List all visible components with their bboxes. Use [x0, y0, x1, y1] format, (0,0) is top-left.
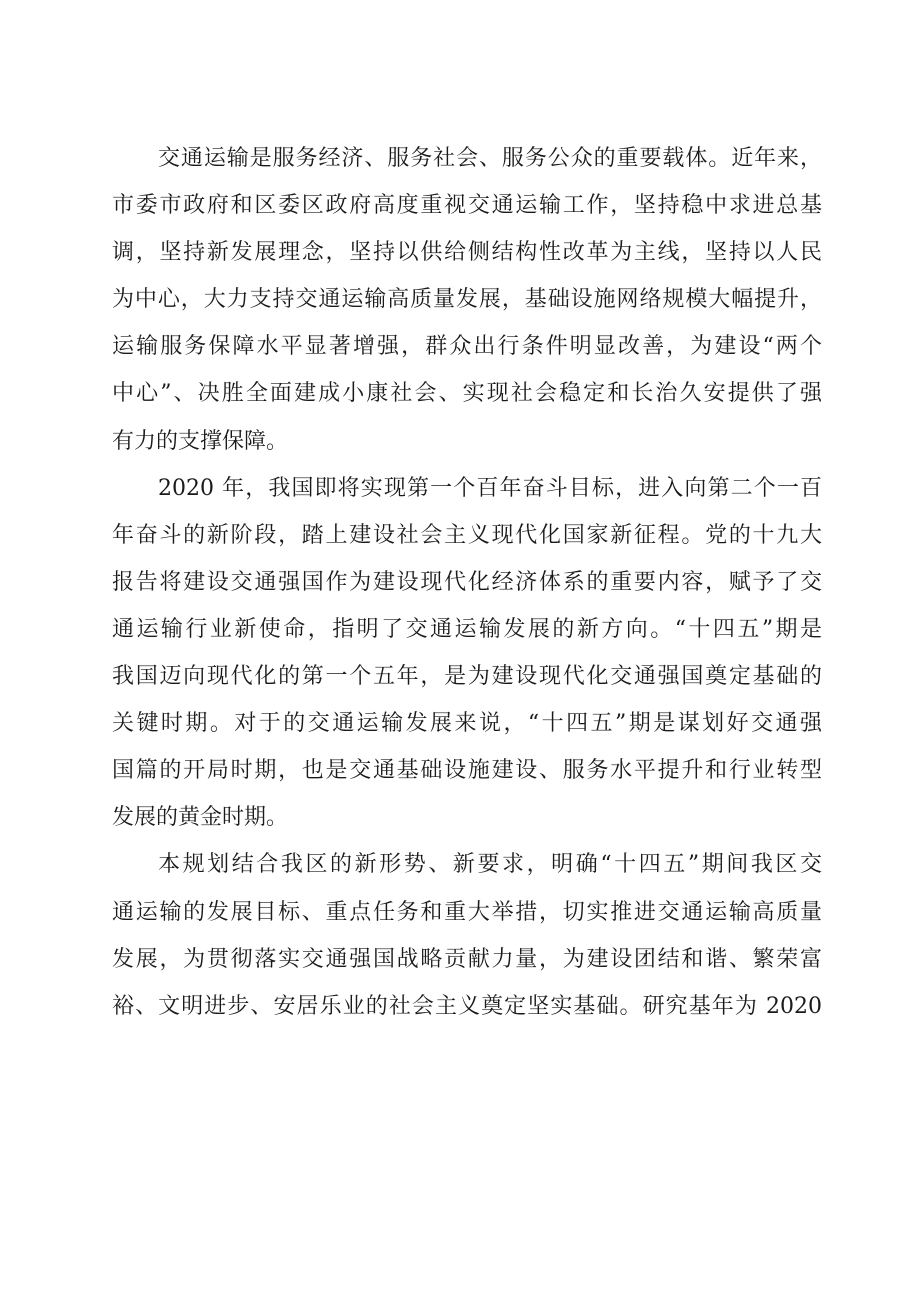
text-line: 发展，为贯彻落实交通强国战略贡献力量，为建设团结和谐、繁荣富 — [112, 946, 822, 972]
text-line: 关键时期。对于的交通运输发展来说，“十四五”期是谋划好交通强 — [112, 711, 822, 737]
text-line: 本规划结合我区的新形势、新要求，明确“十四五”期间我区交 — [158, 852, 822, 878]
paragraph-2 — [112, 465, 822, 842]
text-line: 通运输行业新使命，指明了交通运输发展的新方向。“十四五”期是 — [112, 616, 822, 642]
text-line: 国篇的开局时期，也是交通基础设施建设、服务水平提升和行业转型 — [112, 758, 822, 784]
text-line: 运输服务保障水平显著增强，群众出行条件明显改善，为建设“两个 — [112, 334, 822, 360]
text-line: 交通运输是服务经济、服务社会、服务公众的重要载体。近年来， — [158, 146, 822, 171]
text-line: 2020 年，我国即将实现第一个百年奋斗目标，进入向第二个一百 — [158, 475, 822, 501]
paragraph-1 — [112, 135, 822, 465]
text-line: 我国迈向现代化的第一个五年，是为建设现代化交通强国奠定基础的 — [112, 664, 822, 690]
text-line: 报告将建设交通强国作为建设现代化经济体系的重要内容，赋予了交 — [112, 569, 822, 595]
document-page — [112, 135, 822, 1030]
text-line: 调，坚持新发展理念，坚持以供给侧结构性改革为主线，坚持以人民 — [112, 240, 822, 266]
text-line: 为中心，大力支持交通运输高质量发展，基础设施网络规模大幅提升， — [112, 287, 822, 313]
text-line: 有力的支撑保障。 — [112, 428, 289, 454]
text-line: 通运输的发展目标、重点任务和重大举措，切实推进交通运输高质量 — [112, 899, 822, 925]
text-line: 中心”、决胜全面建成小康社会、实现社会稳定和长治久安提供了强 — [112, 381, 822, 407]
text-line: 发展的黄金时期。 — [112, 805, 289, 831]
text-line: 裕、文明进步、安居乐业的社会主义奠定坚实基础。研究基年为 2020 — [112, 993, 822, 1019]
text-line: 年奋斗的新阶段，踏上建设社会主义现代化国家新征程。党的十九大 — [112, 522, 822, 548]
paragraph-3 — [112, 841, 822, 1029]
text-line: 市委市政府和区委区政府高度重视交通运输工作，坚持稳中求进总基 — [112, 193, 822, 219]
